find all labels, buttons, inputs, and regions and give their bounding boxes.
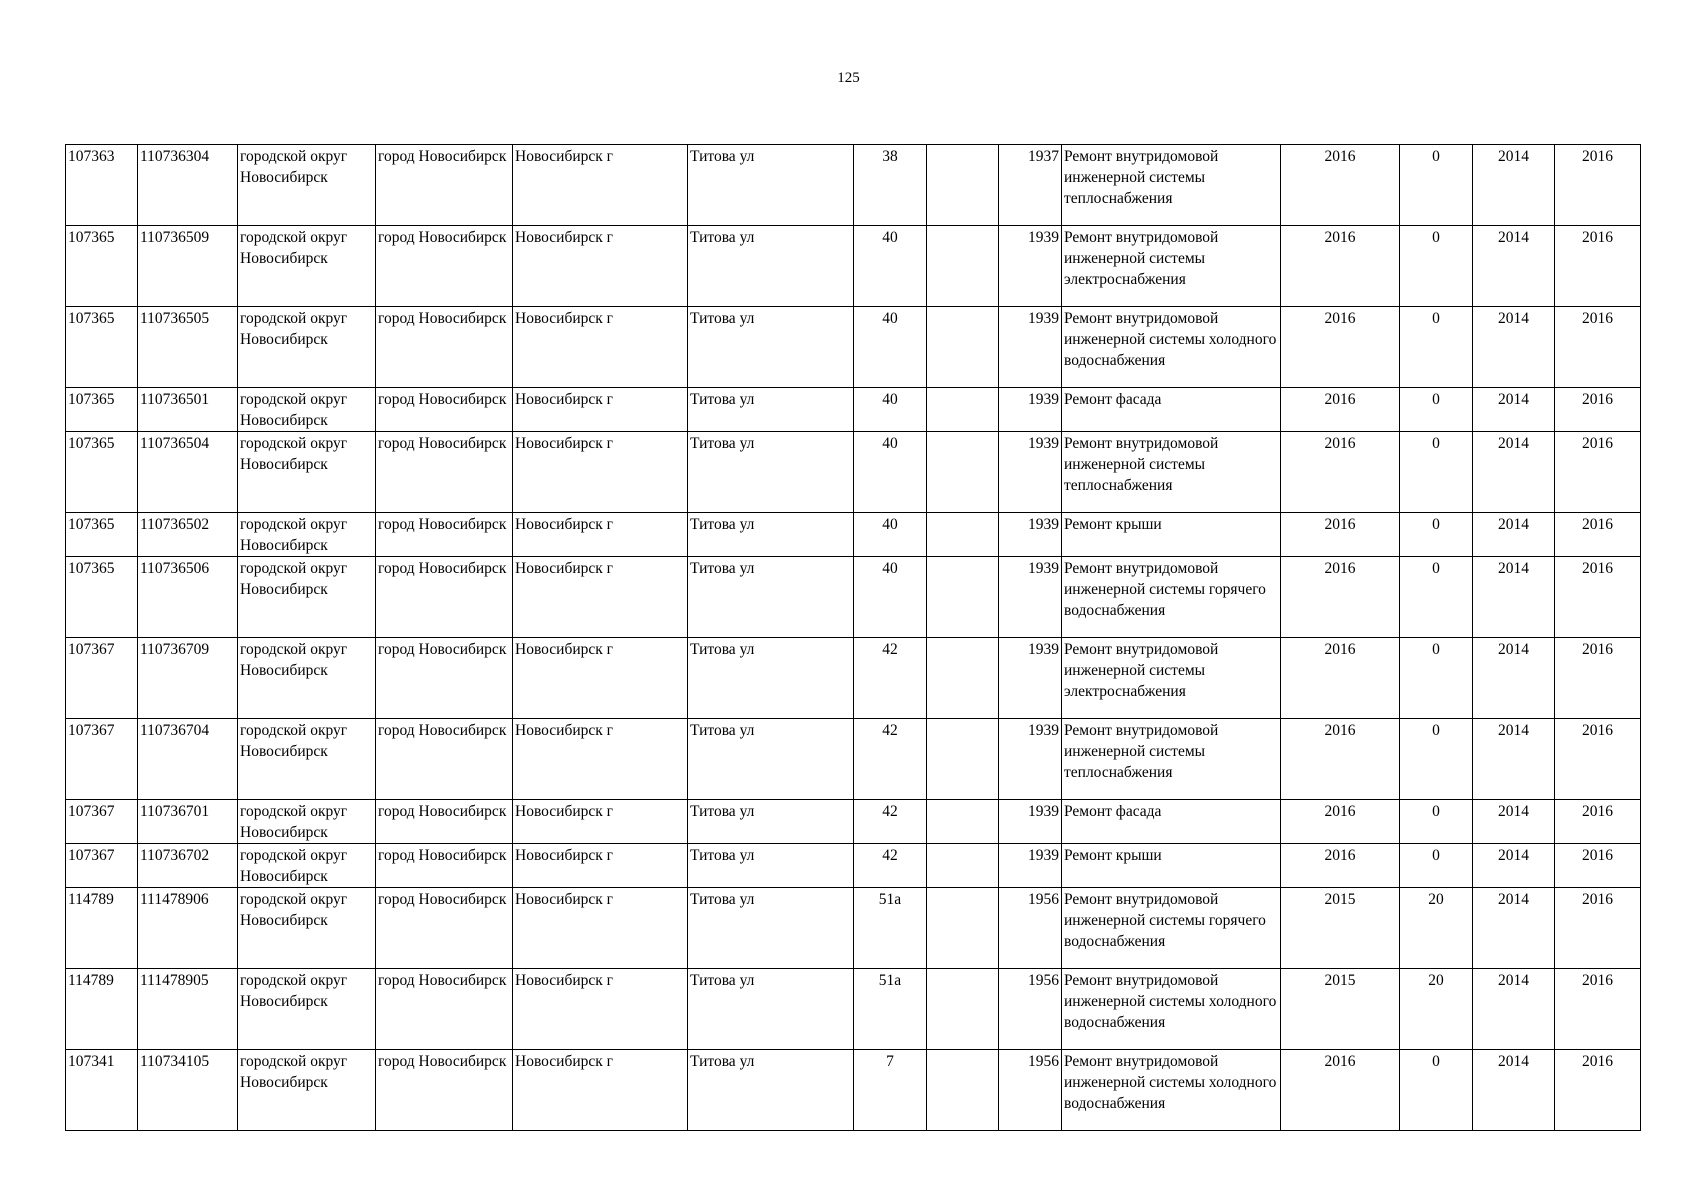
cell-period-start: 2014 — [1473, 969, 1555, 1050]
cell-period-end: 2016 — [1555, 719, 1641, 800]
table-row — [66, 557, 1641, 638]
cell-city: Новосибирск г — [513, 557, 688, 638]
cell-period-end: 2016 — [1555, 638, 1641, 719]
repair-registry-table — [65, 144, 1641, 1131]
cell-house-id: 107365 — [66, 513, 138, 557]
cell-period-start: 2014 — [1473, 513, 1555, 557]
cell-work-id: 111478905 — [138, 969, 238, 1050]
cell-plan-year: 2016 — [1281, 638, 1400, 719]
cell-period-start: 2014 — [1473, 432, 1555, 513]
cell-street: Титова ул — [688, 844, 854, 888]
cell-value: 0 — [1400, 557, 1473, 638]
cell-value: 0 — [1400, 513, 1473, 557]
cell-city: Новосибирск г — [513, 888, 688, 969]
table-row — [66, 513, 1641, 557]
cell-year-built: 1939 — [999, 226, 1062, 307]
cell-city: Новосибирск г — [513, 969, 688, 1050]
cell-value: 0 — [1400, 145, 1473, 226]
cell-value: 0 — [1400, 307, 1473, 388]
page-number: 125 — [837, 70, 860, 86]
cell-house-number: 38 — [854, 145, 927, 226]
cell-plan-year: 2016 — [1281, 844, 1400, 888]
cell-value: 0 — [1400, 638, 1473, 719]
cell-city: Новосибирск г — [513, 226, 688, 307]
cell-settlement: город Новосибирск — [376, 844, 513, 888]
cell-house-number: 40 — [854, 557, 927, 638]
cell-value: 20 — [1400, 888, 1473, 969]
cell-period-end: 2016 — [1555, 800, 1641, 844]
cell-work-type: Ремонт внутридомовой инженерной системы горячего водоснабжения — [1062, 888, 1281, 969]
cell-period-end: 2016 — [1555, 557, 1641, 638]
cell-district: городской округ Новосибирск — [238, 969, 376, 1050]
cell-period-start: 2014 — [1473, 1050, 1555, 1131]
cell-blank — [927, 557, 999, 638]
cell-city: Новосибирск г — [513, 307, 688, 388]
cell-plan-year: 2016 — [1281, 800, 1400, 844]
cell-house-id: 107365 — [66, 557, 138, 638]
cell-city: Новосибирск г — [513, 844, 688, 888]
cell-street: Титова ул — [688, 513, 854, 557]
cell-year-built: 1939 — [999, 638, 1062, 719]
cell-plan-year: 2016 — [1281, 719, 1400, 800]
cell-house-id: 107367 — [66, 719, 138, 800]
cell-year-built: 1956 — [999, 969, 1062, 1050]
cell-blank — [927, 145, 999, 226]
cell-work-type: Ремонт фасада — [1062, 388, 1281, 432]
cell-city: Новосибирск г — [513, 388, 688, 432]
cell-blank — [927, 1050, 999, 1131]
cell-value: 0 — [1400, 226, 1473, 307]
cell-street: Титова ул — [688, 638, 854, 719]
cell-work-type: Ремонт внутридомовой инженерной системы горячего водоснабжения — [1062, 557, 1281, 638]
cell-city: Новосибирск г — [513, 800, 688, 844]
cell-city: Новосибирск г — [513, 145, 688, 226]
cell-blank — [927, 513, 999, 557]
cell-period-start: 2014 — [1473, 638, 1555, 719]
table-row — [66, 800, 1641, 844]
cell-blank — [927, 888, 999, 969]
cell-house-id: 107341 — [66, 1050, 138, 1131]
cell-district: городской округ Новосибирск — [238, 557, 376, 638]
cell-house-number: 51а — [854, 888, 927, 969]
cell-house-id: 107365 — [66, 432, 138, 513]
cell-blank — [927, 388, 999, 432]
cell-period-start: 2014 — [1473, 888, 1555, 969]
cell-work-type: Ремонт крыши — [1062, 513, 1281, 557]
cell-street: Титова ул — [688, 432, 854, 513]
cell-period-end: 2016 — [1555, 888, 1641, 969]
cell-house-id: 107367 — [66, 844, 138, 888]
cell-house-number: 40 — [854, 307, 927, 388]
cell-work-id: 110736702 — [138, 844, 238, 888]
cell-settlement: город Новосибирск — [376, 226, 513, 307]
cell-period-end: 2016 — [1555, 388, 1641, 432]
cell-work-id: 110736704 — [138, 719, 238, 800]
cell-work-type: Ремонт внутридомовой инженерной системы холодного водоснабжения — [1062, 307, 1281, 388]
table-row — [66, 888, 1641, 969]
cell-plan-year: 2016 — [1281, 513, 1400, 557]
cell-house-number: 42 — [854, 638, 927, 719]
cell-blank — [927, 307, 999, 388]
cell-work-id: 110736701 — [138, 800, 238, 844]
cell-district: городской округ Новосибирск — [238, 719, 376, 800]
cell-plan-year: 2016 — [1281, 557, 1400, 638]
cell-street: Титова ул — [688, 226, 854, 307]
cell-street: Титова ул — [688, 800, 854, 844]
cell-settlement: город Новосибирск — [376, 888, 513, 969]
cell-district: городской округ Новосибирск — [238, 1050, 376, 1131]
cell-value: 0 — [1400, 800, 1473, 844]
cell-period-start: 2014 — [1473, 800, 1555, 844]
cell-district: городской округ Новосибирск — [238, 888, 376, 969]
table-row — [66, 145, 1641, 226]
cell-period-start: 2014 — [1473, 557, 1555, 638]
cell-work-id: 110736304 — [138, 145, 238, 226]
cell-house-id: 107367 — [66, 638, 138, 719]
cell-blank — [927, 969, 999, 1050]
cell-house-id: 107367 — [66, 800, 138, 844]
cell-period-start: 2014 — [1473, 307, 1555, 388]
cell-settlement: город Новосибирск — [376, 1050, 513, 1131]
cell-street: Титова ул — [688, 145, 854, 226]
cell-district: городской округ Новосибирск — [238, 844, 376, 888]
cell-work-type: Ремонт внутридомовой инженерной системы холодного водоснабжения — [1062, 1050, 1281, 1131]
cell-blank — [927, 719, 999, 800]
cell-work-id: 110736709 — [138, 638, 238, 719]
cell-house-id: 107365 — [66, 388, 138, 432]
table-row — [66, 307, 1641, 388]
cell-year-built: 1956 — [999, 1050, 1062, 1131]
cell-period-end: 2016 — [1555, 513, 1641, 557]
cell-blank — [927, 844, 999, 888]
cell-house-id: 107363 — [66, 145, 138, 226]
cell-settlement: город Новосибирск — [376, 388, 513, 432]
cell-year-built: 1939 — [999, 513, 1062, 557]
cell-district: городской округ Новосибирск — [238, 513, 376, 557]
table-row — [66, 432, 1641, 513]
cell-work-id: 110736501 — [138, 388, 238, 432]
cell-plan-year: 2016 — [1281, 145, 1400, 226]
cell-period-start: 2014 — [1473, 226, 1555, 307]
cell-district: городской округ Новосибирск — [238, 307, 376, 388]
cell-city: Новосибирск г — [513, 513, 688, 557]
cell-house-number: 51а — [854, 969, 927, 1050]
cell-house-number: 42 — [854, 800, 927, 844]
cell-district: городской округ Новосибирск — [238, 145, 376, 226]
cell-city: Новосибирск г — [513, 719, 688, 800]
cell-year-built: 1939 — [999, 388, 1062, 432]
cell-house-number: 40 — [854, 432, 927, 513]
cell-house-number: 7 — [854, 1050, 927, 1131]
cell-period-end: 2016 — [1555, 307, 1641, 388]
cell-street: Титова ул — [688, 719, 854, 800]
cell-value: 0 — [1400, 719, 1473, 800]
cell-work-type: Ремонт крыши — [1062, 844, 1281, 888]
cell-settlement: город Новосибирск — [376, 145, 513, 226]
cell-street: Титова ул — [688, 557, 854, 638]
cell-district: городской округ Новосибирск — [238, 800, 376, 844]
cell-work-type: Ремонт внутридомовой инженерной системы холодного водоснабжения — [1062, 969, 1281, 1050]
cell-year-built: 1939 — [999, 844, 1062, 888]
cell-plan-year: 2016 — [1281, 307, 1400, 388]
cell-work-type: Ремонт внутридомовой инженерной системы теплоснабжения — [1062, 719, 1281, 800]
cell-city: Новосибирск г — [513, 1050, 688, 1131]
cell-blank — [927, 800, 999, 844]
cell-work-id: 110736509 — [138, 226, 238, 307]
cell-district: городской округ Новосибирск — [238, 638, 376, 719]
cell-blank — [927, 638, 999, 719]
cell-value: 0 — [1400, 432, 1473, 513]
cell-settlement: город Новосибирск — [376, 513, 513, 557]
cell-year-built: 1956 — [999, 888, 1062, 969]
table-row — [66, 638, 1641, 719]
cell-value: 0 — [1400, 388, 1473, 432]
cell-plan-year: 2016 — [1281, 388, 1400, 432]
cell-house-id: 107365 — [66, 226, 138, 307]
cell-period-start: 2014 — [1473, 719, 1555, 800]
cell-work-type: Ремонт фасада — [1062, 800, 1281, 844]
cell-house-number: 40 — [854, 226, 927, 307]
table-row — [66, 719, 1641, 800]
cell-value: 0 — [1400, 844, 1473, 888]
cell-work-type: Ремонт внутридомовой инженерной системы электроснабжения — [1062, 638, 1281, 719]
cell-street: Титова ул — [688, 307, 854, 388]
cell-work-type: Ремонт внутридомовой инженерной системы теплоснабжения — [1062, 432, 1281, 513]
cell-house-number: 42 — [854, 719, 927, 800]
table-row — [66, 226, 1641, 307]
cell-district: городской округ Новосибирск — [238, 388, 376, 432]
cell-house-number: 40 — [854, 388, 927, 432]
cell-period-end: 2016 — [1555, 226, 1641, 307]
cell-settlement: город Новосибирск — [376, 800, 513, 844]
cell-settlement: город Новосибирск — [376, 969, 513, 1050]
cell-period-end: 2016 — [1555, 145, 1641, 226]
table-row — [66, 844, 1641, 888]
cell-value: 0 — [1400, 1050, 1473, 1131]
cell-plan-year: 2016 — [1281, 432, 1400, 513]
cell-district: городской округ Новосибирск — [238, 226, 376, 307]
cell-street: Титова ул — [688, 388, 854, 432]
cell-city: Новосибирск г — [513, 638, 688, 719]
table-row — [66, 969, 1641, 1050]
cell-period-end: 2016 — [1555, 844, 1641, 888]
cell-house-id: 107365 — [66, 307, 138, 388]
cell-blank — [927, 226, 999, 307]
cell-year-built: 1939 — [999, 800, 1062, 844]
cell-work-type: Ремонт внутридомовой инженерной системы электроснабжения — [1062, 226, 1281, 307]
cell-work-type: Ремонт внутридомовой инженерной системы теплоснабжения — [1062, 145, 1281, 226]
cell-period-start: 2014 — [1473, 844, 1555, 888]
cell-work-id: 110734105 — [138, 1050, 238, 1131]
cell-plan-year: 2015 — [1281, 888, 1400, 969]
cell-year-built: 1937 — [999, 145, 1062, 226]
cell-street: Титова ул — [688, 888, 854, 969]
cell-work-id: 110736505 — [138, 307, 238, 388]
cell-settlement: город Новосибирск — [376, 719, 513, 800]
cell-house-number: 42 — [854, 844, 927, 888]
cell-house-id: 114789 — [66, 888, 138, 969]
cell-plan-year: 2016 — [1281, 226, 1400, 307]
cell-period-end: 2016 — [1555, 432, 1641, 513]
cell-plan-year: 2015 — [1281, 969, 1400, 1050]
cell-street: Титова ул — [688, 969, 854, 1050]
cell-period-start: 2014 — [1473, 145, 1555, 226]
cell-period-end: 2016 — [1555, 969, 1641, 1050]
cell-year-built: 1939 — [999, 557, 1062, 638]
cell-settlement: город Новосибирск — [376, 432, 513, 513]
cell-work-id: 111478906 — [138, 888, 238, 969]
cell-house-id: 114789 — [66, 969, 138, 1050]
cell-year-built: 1939 — [999, 719, 1062, 800]
table-body — [66, 145, 1641, 1131]
table-row — [66, 1050, 1641, 1131]
cell-street: Титова ул — [688, 1050, 854, 1131]
cell-settlement: город Новосибирск — [376, 307, 513, 388]
cell-city: Новосибирск г — [513, 432, 688, 513]
cell-district: городской округ Новосибирск — [238, 432, 376, 513]
cell-work-id: 110736502 — [138, 513, 238, 557]
cell-settlement: город Новосибирск — [376, 638, 513, 719]
cell-year-built: 1939 — [999, 432, 1062, 513]
cell-period-end: 2016 — [1555, 1050, 1641, 1131]
cell-settlement: город Новосибирск — [376, 557, 513, 638]
cell-period-start: 2014 — [1473, 388, 1555, 432]
cell-blank — [927, 432, 999, 513]
cell-year-built: 1939 — [999, 307, 1062, 388]
cell-work-id: 110736506 — [138, 557, 238, 638]
cell-plan-year: 2016 — [1281, 1050, 1400, 1131]
cell-house-number: 40 — [854, 513, 927, 557]
cell-value: 20 — [1400, 969, 1473, 1050]
cell-work-id: 110736504 — [138, 432, 238, 513]
table-row — [66, 388, 1641, 432]
